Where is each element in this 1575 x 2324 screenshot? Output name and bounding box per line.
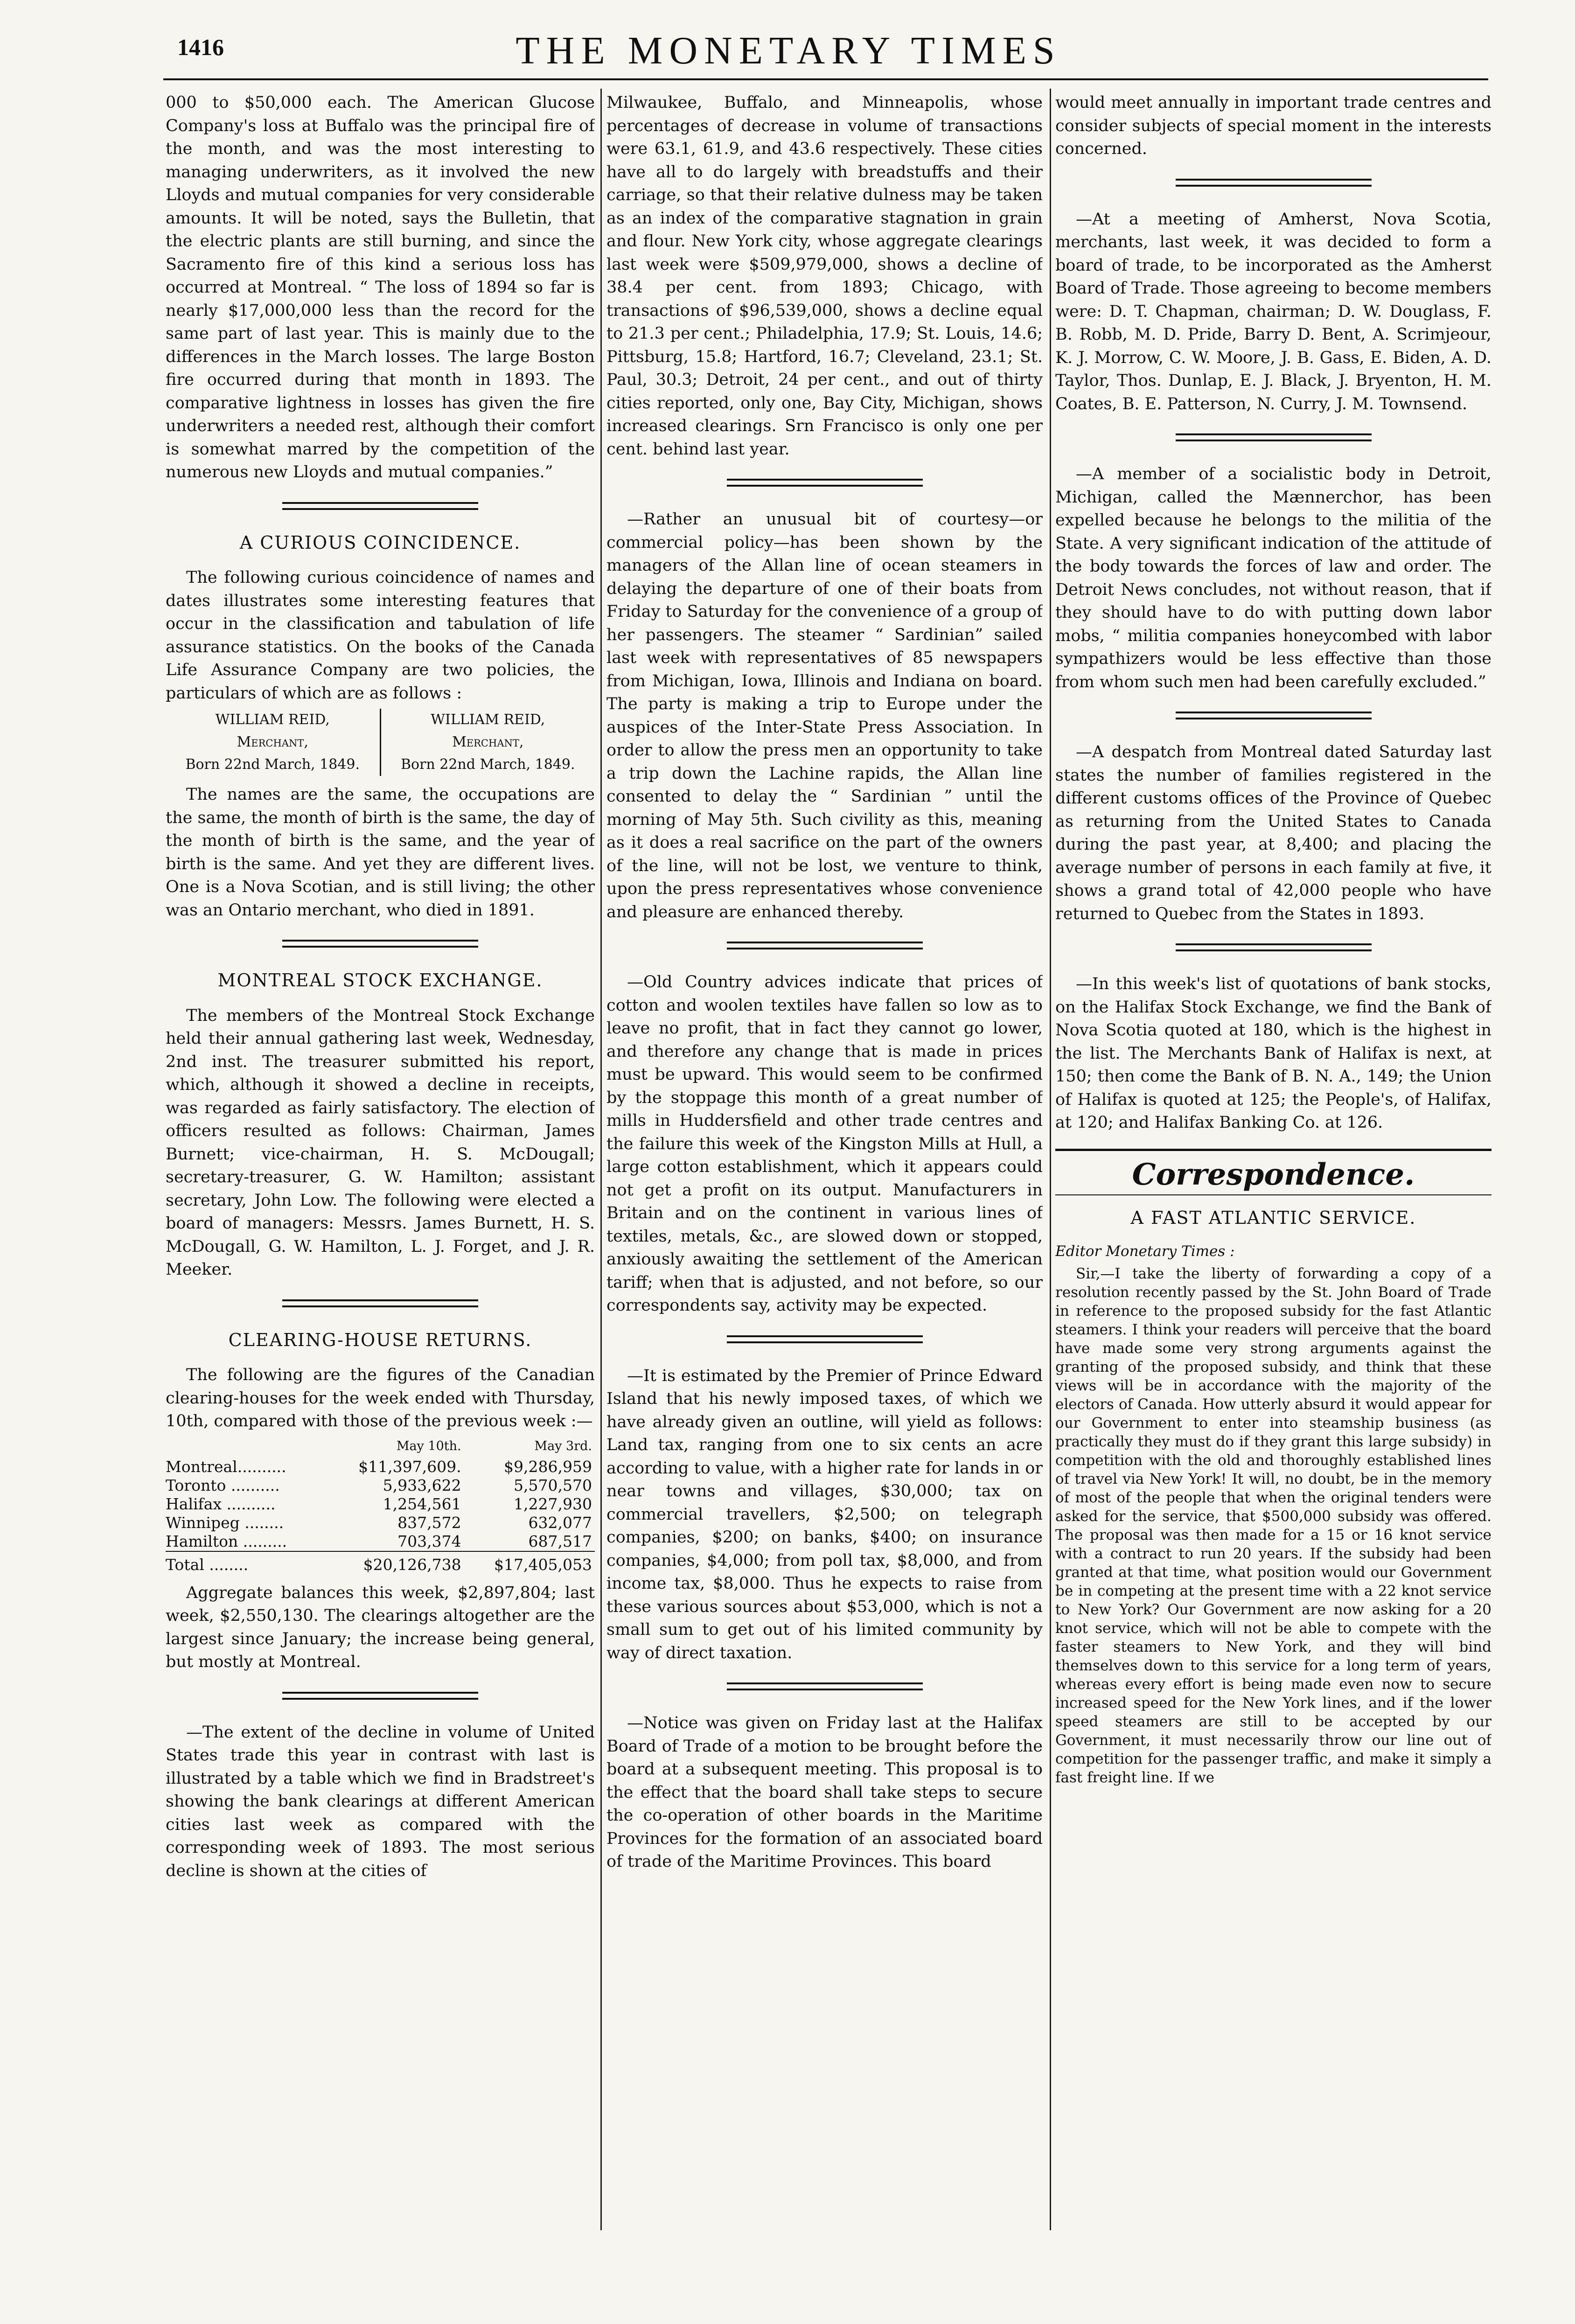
quebec-returns-paragraph: —A despatch from Montreal dated Saturday last states the number of families registered in the different customs offices of the Province of Quebec as returning from the United States to Canada during the past year, at 8,400; and placing the average number of persons in each family at five, it shows a grand total of 42,000 people who have returned to Quebec from the States in 1893. — [1055, 743, 1491, 923]
section-divider — [1176, 712, 1372, 719]
clearing-intro: The following are the figures of the Canadian clearing-houses for the week ended with Thursday, 10th, compared with those of the previous week :— — [166, 1366, 595, 1431]
column-header: May 10th. — [396, 1438, 461, 1453]
section-divider — [727, 1682, 923, 1690]
table-row: Halifax .......... 1,254,561 1,227,930 — [166, 1494, 592, 1513]
section-divider — [1176, 179, 1372, 187]
column-rule — [1050, 89, 1051, 2230]
section-divider — [727, 479, 923, 487]
section-divider — [1176, 943, 1372, 951]
coincidence-names — [166, 709, 595, 776]
correspondence-heading: Correspondence. — [1055, 1149, 1491, 1186]
board-continuation-paragraph: would meet annually in important trade centres and consider subjects of special moment in the interests concerned. — [1055, 93, 1491, 158]
column-header: May 3rd. — [534, 1438, 592, 1453]
allan-line-paragraph: —Rather an unusual bit of courtesy—or commercial policy—has been shown by the managers of the Allan line of ocean steamers in delaying the departure of one of their boats from Friday to Saturday for the convenience of a group of her passengers. The steamer “ Sardinian” sailed last week with representatives of 85 newspapers from Michigan, Iowa, Illinois and Indiana on board. The party is making a trip to Europe under the auspices of the Inter-State Press Association. In order to allow the press men an opportunity to take a trip down the Lachine rapids, the Allan line consented to delay the “ Sardinian ” until the morning of May 5th. Such civility as this, meaning as it does a real sacrifice on the part of the owners of the line, will not be lost, we venture to think, upon the press representatives whose convenience and pleasure are enhanced thereby. — [606, 510, 1043, 921]
coincidence-intro: The following curious coincidence of names and dates illustrates some interesting features that occur in the classification and tabulation of life assurance statistics. On the books of the Canada Life Assurance Company are two policies, the particulars of which are as follows : — [166, 568, 595, 703]
table-row: Hamilton ......... 703,374 687,517 — [166, 1532, 592, 1550]
atlantic-letter: Sir,—I take the liberty of forwarding a copy of a resolution recently passed by the St. John Board of Trade in reference to the proposed subsidy for the fast Atlantic steamers. I think your readers will perceive that the board have made some very strong arguments against the granting of the proposed subsidy, and think that these views will be in accordance with the majority of the electors of Canada. How utterly absurd it would appear for our Government to enter into steamship business (as practically they must do if they grant this large subsidy) in competition with the old and thoroughly established lines of travel via New York! It will, no doubt, be in the memory of most of the people that when the original tenders were asked for the service, that $500,000 subsidy was offered. The proposal was then made for a 15 or 16 knot service with a contract to run 20 years. If the subsidy had been granted at that time, what position would our Government be in competing at the present time with a 22 knot service to New York? Our Government are now asking for a 20 knot service, which will not be able to compete with the faster steamers to New York, and they will bind themselves down to this service for a long term of years, whereas every effort is being made even now to secure increased speed for the New York lines, and if the lower speed steamers are still to be accepted by our Government, it must necessarily throw our line out of competition for the passenger traffic, and make it simply a fast freight line. If we — [1055, 1265, 1491, 1786]
policy-born: Born 22nd March, 1849. — [185, 756, 360, 773]
atlantic-service-heading: A FAST ATLANTIC SERVICE. — [1130, 1207, 1416, 1228]
section-divider — [727, 942, 923, 949]
page-number: 1416 — [177, 34, 224, 60]
masthead-rule — [163, 78, 1488, 80]
table-row: Toronto .......... 5,933,622 5,570,570 — [166, 1476, 592, 1494]
clearings-cities-paragraph: Milwaukee, Buffalo, and Minneapolis, whose percentages of decrease in volume of transactions were 63.1, 61.9, and 43.6 respectively. These cities have all to do largely with breadstuffs and their carriage, so that their relative dulness may be taken as an index of the comparative stagnation in grain and flour. New York city, whose aggregate clearings last week were $509,979,000, shows a decline of 38.4 per cent. from 1893; Chicago, with transactions of $96,539,000, shows a decline equal to 21.3 per cent.; Philadelphia, 17.9; St. Louis, 14.6; Pittsburg, 15.8; Hartford, 16.7; Cleveland, 23.1; St. Paul, 30.3; Detroit, 24 per cent., and out of thirty cities reported, only one, Bay City, Michigan, shows increased clearings. Srn Francisco is only one per cent. behind last year. — [606, 93, 1043, 459]
clearing-after: Aggregate balances this week, $2,897,804; last week, $2,550,130. The clearings altogether are the largest since January; the increase being general, but mostly at Montreal. — [166, 1583, 595, 1671]
stock-exchange-body: The members of the Montreal Stock Exchange held their annual gathering last week, Wednesday, 2nd inst. The treasurer submitted his report, which, although it showed a decline in receipts, was regarded as fairly satisfactory. The election of officers resulted as follows: Chairman, James Burnett; vice-chairman, H. S. McDougall; secretary-treasurer, G. W. Hamilton; assistant secretary, John Low. The following were elected a board of managers: Messrs. James Burnett, H. S. McDougall, G. W. Hamilton, L. J. Forget, and J. R. Meeker. — [166, 1006, 595, 1279]
table-row: Montreal.......... $11,397,609. $9,286,959 — [166, 1457, 592, 1476]
policy-occupation: Merchant, — [237, 734, 308, 750]
section-divider — [282, 1299, 478, 1307]
column-2 — [606, 91, 1043, 2219]
section-divider — [727, 1335, 923, 1343]
section-divider — [282, 502, 478, 510]
halifax-board-paragraph: —Notice was given on Friday last at the Halifax Board of Trade of a motion to be brought before the board at a subsequent meeting. This proposal is to the effect that the board shall take steps to secure the co-operation of other boards in the Maritime Provinces for the formation of an associated board of trade of the Maritime Provinces. This board — [606, 1714, 1043, 1871]
clearing-heading: CLEARING-HOUSE RETURNS. — [228, 1329, 532, 1350]
coincidence-body: The names are the same, the occupations are the same, the month of birth is the same, the day of the month of birth is the same, and the year of birth is the same. And yet they are different lives. One is a Nova Scotian, and is still living; the other was an Ontario merchant, who died in 1891. — [166, 785, 595, 920]
column-1 — [166, 91, 595, 2219]
correspondence-rule — [1055, 1194, 1491, 1195]
fire-losses-paragraph: 000 to $50,000 each. The American Glucose Company's loss at Buffalo was the principal fire of the month, and was the most interesting to managing underwriters, as it involved the new Lloyds and mutual companies for very considerable amounts. It will be noted, says the Bulletin, that the electric plants are still burning, and since the Sacramento fire of this kind a serious loss has occurred at Montreal. “ The loss of 1894 so far is nearly $17,000,000 less than the record for the same part of last year. This is mainly due to the differences in the March losses. The large Boston fire occurred during that month in 1893. The comparative lightness in losses has given the fire underwriters a needed rest, although their comfort is somewhat marred by the competition of the numerous new Lloyds and mutual companies.” — [166, 93, 595, 482]
table-total-row: Total ........ $20,126,738 $17,405,053 — [166, 1551, 595, 1574]
section-divider — [282, 1692, 478, 1700]
stock-exchange-heading: MONTREAL STOCK EXCHANGE. — [217, 970, 543, 991]
trade-decline-paragraph: —The extent of the decline in volume of United States trade this year in contrast with last is illustrated by a table which we find in Bradstreet's showing the bank clearings at different American cities last week as compared with the corresponding week of 1893. The most serious decline is shown at the cities of — [166, 1723, 595, 1880]
column-3 — [1055, 91, 1491, 2219]
masthead: THE MONETARY TIMES — [516, 29, 1061, 72]
column-rule — [600, 89, 602, 2230]
table-row: Winnipeg ........ 837,572 632,077 — [166, 1513, 592, 1532]
editor-salutation: Editor Monetary Times : — [1055, 1242, 1235, 1260]
textiles-paragraph: —Old Country advices indicate that prices of cotton and woolen textiles have fallen so low as to leave no profit, that in fact they cannot go lower, and therefore any change that is made in prices must be upward. This would seem to be confirmed by the stoppage this month of a great number of mills in Huddersfield and other trade centres and the failure this week of the Kingston Mills at Hull, a large cotton establishment, which it appears could not get a profit on its output. Manufacturers in Britain and on the continent in various lines of textiles, metals, &c., are slowed down or stopped, anxiously awaiting the settlement of the American tariff; when that is adjusted, and not before, so our correspondents say, activity may be expected. — [606, 973, 1043, 1315]
coincidence-heading: A CURIOUS COINCIDENCE. — [239, 532, 521, 553]
amherst-paragraph: —At a meeting of Amherst, Nova Scotia, merchants, last week, it was decided to form a board of trade, to be incorporated as the Amherst Board of Trade. Those agreeing to become members were: D. T. Chapman, chairman; D. W. Douglass, F. B. Robb, M. D. Pride, Barry D. Bent, A. Scrimjeour, K. J. Morrow, C. W. Moore, J. B. Gass, E. Biden, A. D. Taylor, Thos. Dunlap, E. J. Black, J. Bryenton, H. M. Coates, B. E. Patterson, N. Curry, J. M. Townsend. — [1055, 209, 1491, 413]
policy-born: Born 22nd March, 1849. — [400, 756, 575, 773]
section-divider — [282, 940, 478, 948]
detroit-paragraph: —A member of a socialistic body in Detroit, Michigan, called the Mænnerchor, has been expelled because he belongs to the militia of the State. A very significant indication of the attitude of the body towards the forces of law and order. The Detroit News concludes, not without reason, that if they should have to do with putting down labor mobs, “ militia companies honeycombed with labor sympathizers would be less effective than those from whom such men had been carefully excluded.” — [1055, 465, 1491, 691]
clearing-table — [166, 1437, 595, 1574]
policy-name: WILLIAM REID, — [215, 712, 330, 728]
section-divider — [1176, 433, 1372, 441]
policy-occupation: Merchant, — [452, 734, 524, 750]
policy-name: WILLIAM REID, — [431, 712, 545, 728]
policy-left — [166, 709, 380, 776]
pei-taxes-paragraph: —It is estimated by the Premier of Prince Edward Island that his newly imposed taxes, of which we have already given an outline, will yield as follows: Land tax, ranging from one to six cents an acre according to value, with a higher rate for lands in or near towns and villages, $30,000; tax on commercial travellers, $2,500; on telegraph companies, $200; on banks, $400; on insurance companies, $4,000; from poll tax, $8,000, and from income tax, $8,000. Thus he expects to raise from these various sources about $53,000, which is not a small sum to get out of his limited community by way of direct taxation. — [606, 1366, 1043, 1662]
policy-right — [380, 709, 595, 776]
bank-stocks-paragraph: —In this week's list of quotations of bank stocks, on the Halifax Stock Exchange, we find the Bank of Nova Scotia quoted at 180, which is the highest in the list. The Merchants Bank of Halifax is next, at 150; then come the Bank of B. N. A., 149; the Union of Halifax is quoted at 125; the People's, of Halifax, at 120; and Halifax Banking Co. at 126. — [1055, 975, 1491, 1132]
